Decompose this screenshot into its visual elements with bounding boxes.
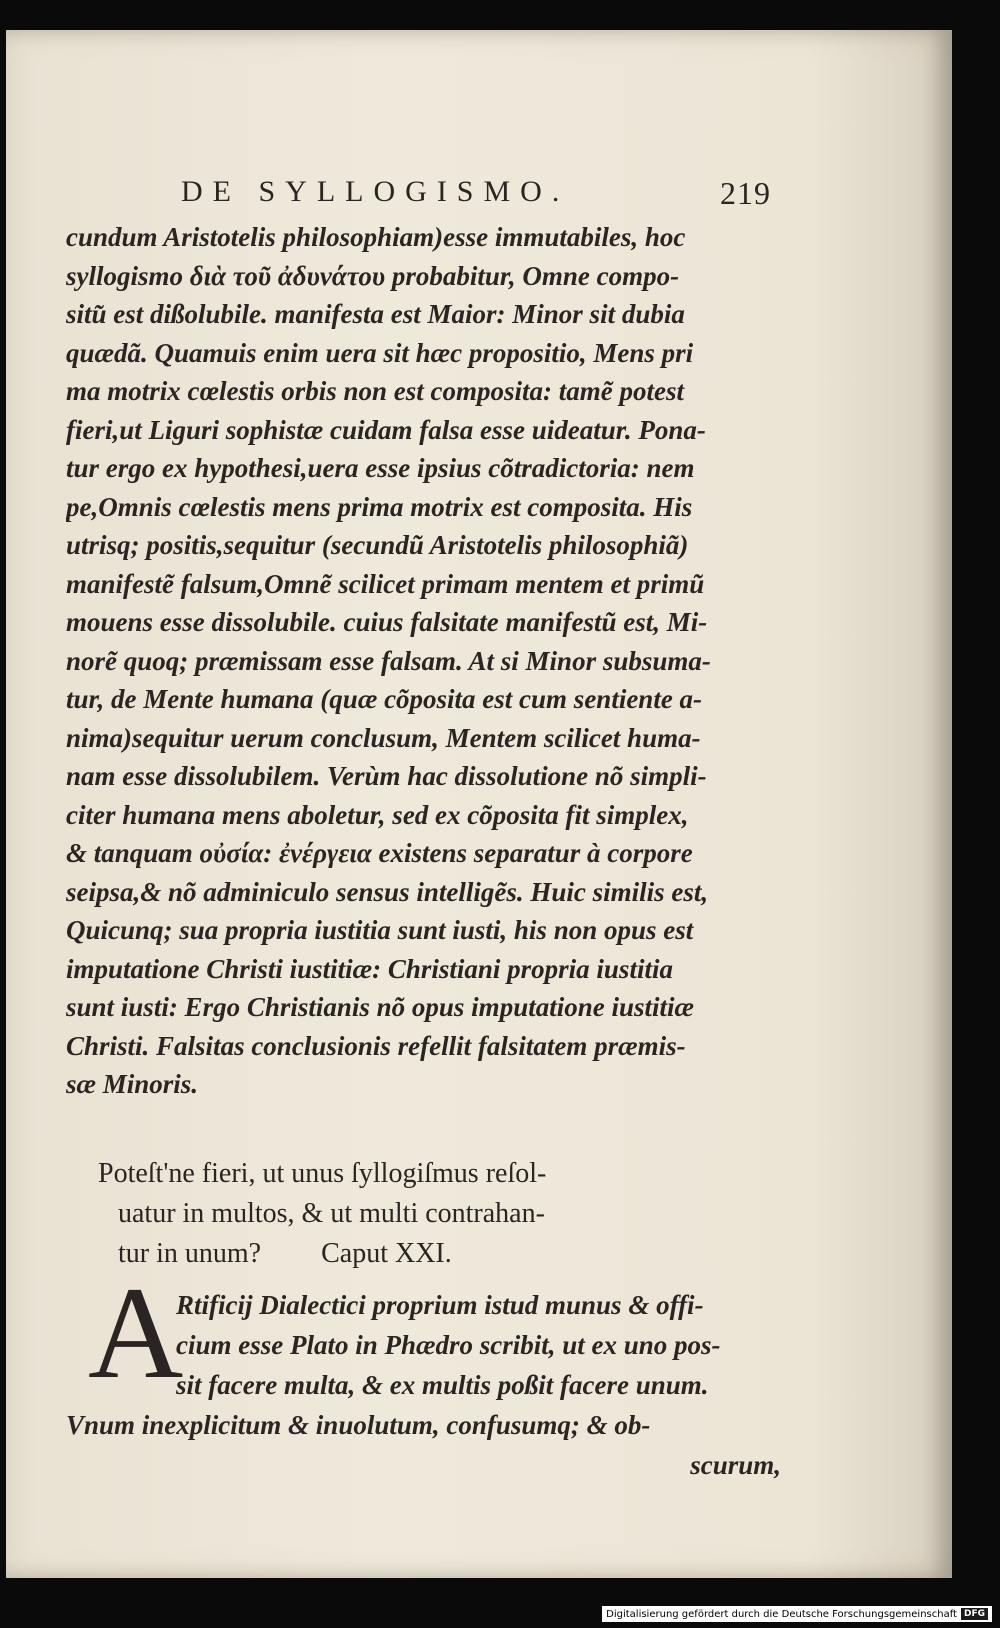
text-line: pe,Omnis cœlestis mens prima motrix est composita. His xyxy=(66,491,693,522)
text-line: scurum, xyxy=(690,1450,781,1480)
body-text xyxy=(66,218,776,1104)
credit-text: Digitalisierung gefördert durch die Deutsche Forschungsgemeinschaft xyxy=(606,1608,957,1620)
text-line: ma motrix cœlestis orbis non est composita: tamẽ potest xyxy=(66,376,685,406)
heading-line xyxy=(98,1234,778,1274)
text-line: tur ergo ex hypothesi,uera esse ipsius cõtradictoria: nem xyxy=(66,453,695,483)
text-line: cium esse Plato in Phædro scribit, ut ex uno pos- xyxy=(176,1330,721,1360)
text-line: & tanquam οὐσία: ἐνέργεια existens separatur à corpore xyxy=(66,838,693,868)
dfg-logo: DFG xyxy=(961,1608,988,1620)
heading-line: Poteſt'ne fieri, ut unus ſyllogiſmus reſol- xyxy=(98,1158,547,1189)
text-line: norẽ quoq; præmissam esse falsam. At si Minor subsuma- xyxy=(66,645,711,676)
running-head xyxy=(181,175,771,215)
text-line: utrisq; positis,sequitur (secundũ Aristotelis philosophiã) xyxy=(66,530,689,560)
digitization-credit xyxy=(602,1606,992,1622)
text-line: Quicunq; sua propria iustitia sunt iusti, his non opus est xyxy=(66,915,694,945)
text-line: syllogismo διὰ τοῦ ἀδυνάτου probabitur, Omne compo- xyxy=(66,260,680,291)
text-line: Christi. Falsitas conclusionis refellit falsitatem præmis- xyxy=(66,1030,686,1061)
text-line: nam esse dissolubilem. Verùm hac dissolutione nõ simpli- xyxy=(66,761,707,791)
text-line: nima)sequitur uerum conclusum, Mentem scilicet huma- xyxy=(66,722,701,753)
text-line: Rtificij Dialectici proprium istud munus & offi- xyxy=(176,1290,704,1320)
text-line: tur, de Mente humana (quæ cõposita est cum sentiente a- xyxy=(66,684,703,714)
text-line: fieri,ut Liguri sophistæ cuidam falsa esse uideatur. Pona- xyxy=(66,414,706,445)
text-line: seipsa,& nõ adminiculo sensus intelligẽs. Huic similis est, xyxy=(66,876,709,907)
text-line: situ͂ est dißolubile. manifesta est Maior: Minor sit dubia xyxy=(66,299,685,329)
chapter-text xyxy=(66,1259,786,1485)
heading-line-end: tur in unum? xyxy=(118,1238,262,1269)
text-line: Vnum inexplicitum & inuolutum, confusumq; & ob- xyxy=(66,1410,651,1440)
text-line: sit facere multa, & ex multis poßit facere unum. xyxy=(176,1370,709,1400)
text-line: mouens esse dissolubile. cuius falsitate manifestũ est, Mi- xyxy=(66,607,708,637)
drop-capital: A xyxy=(88,1259,184,1406)
running-title: DE SYLLOGISMO. xyxy=(181,175,570,208)
page-number: 219 xyxy=(720,175,771,211)
text-line: manifestẽ falsum,Omnẽ scilicet primam mentem et primũ xyxy=(66,568,705,599)
chapter-heading xyxy=(98,1154,778,1274)
text-line: quædã. Quamuis enim uera sit hæc propositio, Mens pri xyxy=(66,337,694,368)
text-line: imputatione Christi iustitiæ: Christiani propria iustitia xyxy=(66,953,673,984)
text-line: citer humana mens aboletur, sed ex cõposita fit simplex, xyxy=(66,799,689,830)
heading-line: uatur in multos, & ut multi contrahan- xyxy=(118,1198,545,1229)
book-page xyxy=(6,30,952,1578)
text-line: sunt iusti: Ergo Christianis nõ opus imputatione iustitiæ xyxy=(66,992,694,1022)
chapter-number: Caput XXI. xyxy=(321,1238,452,1269)
text-line: cundum Aristotelis philosophiam)esse immutabiles, hoc xyxy=(66,222,686,252)
text-line: sæ Minoris. xyxy=(66,1069,199,1099)
